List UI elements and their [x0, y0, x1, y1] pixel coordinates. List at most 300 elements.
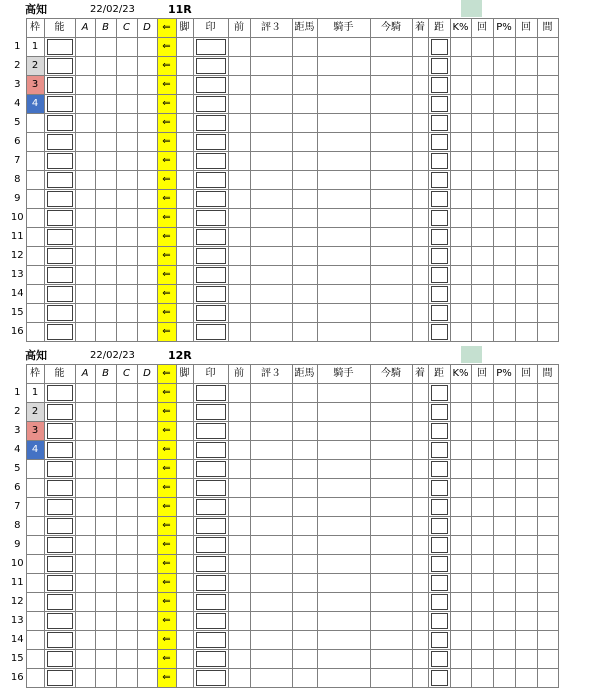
data-cell[interactable] [250, 228, 292, 247]
data-cell[interactable] [537, 422, 558, 441]
data-cell[interactable] [515, 285, 537, 304]
data-cell[interactable] [75, 612, 95, 631]
data-cell[interactable] [116, 669, 137, 688]
data-cell[interactable] [250, 247, 292, 266]
data-cell[interactable] [412, 517, 428, 536]
input-box[interactable] [196, 115, 226, 131]
data-cell[interactable] [292, 650, 317, 669]
input-box[interactable] [431, 518, 448, 534]
data-cell[interactable] [493, 612, 515, 631]
data-cell[interactable] [75, 574, 95, 593]
data-cell[interactable] [75, 460, 95, 479]
data-cell[interactable] [116, 152, 137, 171]
gate-cell[interactable] [26, 593, 44, 612]
data-cell[interactable] [515, 403, 537, 422]
data-cell[interactable] [116, 479, 137, 498]
data-cell[interactable] [95, 631, 116, 650]
data-cell[interactable] [176, 171, 193, 190]
data-cell[interactable] [515, 384, 537, 403]
data-cell[interactable] [537, 593, 558, 612]
data-cell[interactable] [75, 133, 95, 152]
input-box-cell[interactable] [428, 38, 450, 57]
data-cell[interactable] [95, 228, 116, 247]
data-cell[interactable] [537, 228, 558, 247]
input-box[interactable] [431, 58, 448, 74]
data-cell[interactable] [176, 403, 193, 422]
gate-cell[interactable]: 3 [26, 76, 44, 95]
data-cell[interactable] [493, 209, 515, 228]
data-cell[interactable] [412, 574, 428, 593]
data-cell[interactable] [450, 323, 471, 342]
data-cell[interactable] [116, 650, 137, 669]
data-cell[interactable] [515, 247, 537, 266]
data-cell[interactable] [537, 669, 558, 688]
input-box[interactable] [196, 632, 226, 648]
data-cell[interactable] [116, 460, 137, 479]
data-cell[interactable] [137, 190, 157, 209]
data-cell[interactable] [75, 403, 95, 422]
data-cell[interactable] [471, 76, 493, 95]
data-cell[interactable] [317, 536, 370, 555]
input-box-cell[interactable] [193, 323, 228, 342]
data-cell[interactable] [537, 247, 558, 266]
data-cell[interactable] [137, 384, 157, 403]
input-box-cell[interactable] [428, 190, 450, 209]
data-cell[interactable] [515, 574, 537, 593]
input-box-cell[interactable] [193, 669, 228, 688]
data-cell[interactable] [515, 479, 537, 498]
data-cell[interactable] [370, 285, 412, 304]
input-box[interactable] [431, 670, 448, 686]
data-cell[interactable] [95, 266, 116, 285]
data-cell[interactable] [250, 95, 292, 114]
data-cell[interactable] [471, 612, 493, 631]
data-cell[interactable] [471, 152, 493, 171]
data-cell[interactable] [370, 266, 412, 285]
data-cell[interactable] [75, 384, 95, 403]
data-cell[interactable] [95, 190, 116, 209]
data-cell[interactable] [95, 536, 116, 555]
data-cell[interactable] [317, 479, 370, 498]
data-cell[interactable] [317, 114, 370, 133]
input-box-cell[interactable] [44, 555, 75, 574]
data-cell[interactable] [471, 555, 493, 574]
gate-cell[interactable] [26, 669, 44, 688]
data-cell[interactable] [370, 247, 412, 266]
data-cell[interactable] [95, 441, 116, 460]
input-box-cell[interactable] [193, 209, 228, 228]
data-cell[interactable] [95, 38, 116, 57]
input-box-cell[interactable] [44, 133, 75, 152]
data-cell[interactable] [95, 384, 116, 403]
data-cell[interactable] [317, 228, 370, 247]
data-cell[interactable] [176, 555, 193, 574]
input-box-cell[interactable] [44, 631, 75, 650]
data-cell[interactable] [370, 114, 412, 133]
data-cell[interactable] [537, 574, 558, 593]
input-box-cell[interactable] [193, 403, 228, 422]
data-cell[interactable] [537, 209, 558, 228]
data-cell[interactable] [292, 285, 317, 304]
input-box[interactable] [196, 210, 226, 226]
input-box-cell[interactable] [428, 171, 450, 190]
gate-cell[interactable]: 3 [26, 422, 44, 441]
data-cell[interactable] [471, 479, 493, 498]
data-cell[interactable] [95, 133, 116, 152]
data-cell[interactable] [471, 574, 493, 593]
data-cell[interactable] [116, 631, 137, 650]
data-cell[interactable] [292, 152, 317, 171]
data-cell[interactable] [412, 266, 428, 285]
data-cell[interactable] [450, 612, 471, 631]
data-cell[interactable] [471, 403, 493, 422]
data-cell[interactable] [412, 593, 428, 612]
data-cell[interactable] [137, 479, 157, 498]
data-cell[interactable] [137, 403, 157, 422]
data-cell[interactable] [75, 57, 95, 76]
input-box-cell[interactable] [428, 479, 450, 498]
data-cell[interactable] [412, 403, 428, 422]
input-box[interactable] [196, 480, 226, 496]
input-box-cell[interactable] [44, 171, 75, 190]
data-cell[interactable] [228, 95, 250, 114]
data-cell[interactable] [450, 555, 471, 574]
input-box[interactable] [431, 39, 448, 55]
data-cell[interactable] [317, 209, 370, 228]
input-box-cell[interactable] [428, 574, 450, 593]
input-box-cell[interactable] [44, 228, 75, 247]
data-cell[interactable] [250, 650, 292, 669]
data-cell[interactable] [75, 555, 95, 574]
input-box[interactable] [431, 172, 448, 188]
gate-cell[interactable] [26, 247, 44, 266]
data-cell[interactable] [292, 209, 317, 228]
data-cell[interactable] [537, 536, 558, 555]
data-cell[interactable] [95, 460, 116, 479]
data-cell[interactable] [292, 57, 317, 76]
input-box[interactable] [196, 651, 226, 667]
data-cell[interactable] [250, 574, 292, 593]
data-cell[interactable] [250, 498, 292, 517]
data-cell[interactable] [95, 304, 116, 323]
data-cell[interactable] [471, 593, 493, 612]
data-cell[interactable] [292, 517, 317, 536]
data-cell[interactable] [471, 498, 493, 517]
data-cell[interactable] [137, 555, 157, 574]
data-cell[interactable] [228, 669, 250, 688]
input-box[interactable] [47, 423, 73, 439]
data-cell[interactable] [176, 133, 193, 152]
input-box-cell[interactable] [44, 536, 75, 555]
data-cell[interactable] [292, 460, 317, 479]
input-box-cell[interactable] [44, 574, 75, 593]
data-cell[interactable] [450, 114, 471, 133]
data-cell[interactable] [176, 209, 193, 228]
data-cell[interactable] [116, 323, 137, 342]
data-cell[interactable] [471, 57, 493, 76]
data-cell[interactable] [228, 114, 250, 133]
data-cell[interactable] [471, 190, 493, 209]
gate-cell[interactable] [26, 323, 44, 342]
data-cell[interactable] [228, 57, 250, 76]
input-box-cell[interactable] [193, 304, 228, 323]
data-cell[interactable] [95, 209, 116, 228]
gate-cell[interactable] [26, 114, 44, 133]
input-box-cell[interactable] [44, 441, 75, 460]
input-box[interactable] [431, 575, 448, 591]
input-box-cell[interactable] [428, 323, 450, 342]
data-cell[interactable] [116, 133, 137, 152]
data-cell[interactable] [450, 190, 471, 209]
data-cell[interactable] [515, 228, 537, 247]
data-cell[interactable] [537, 441, 558, 460]
data-cell[interactable] [95, 593, 116, 612]
data-cell[interactable] [450, 171, 471, 190]
data-cell[interactable] [317, 285, 370, 304]
data-cell[interactable] [116, 422, 137, 441]
data-cell[interactable] [250, 517, 292, 536]
data-cell[interactable] [75, 114, 95, 133]
gate-cell[interactable]: 2 [26, 403, 44, 422]
data-cell[interactable] [317, 631, 370, 650]
input-box[interactable] [431, 248, 448, 264]
data-cell[interactable] [250, 76, 292, 95]
data-cell[interactable] [370, 38, 412, 57]
data-cell[interactable] [137, 441, 157, 460]
input-box-cell[interactable] [428, 517, 450, 536]
data-cell[interactable] [137, 460, 157, 479]
data-cell[interactable] [412, 285, 428, 304]
data-cell[interactable] [471, 384, 493, 403]
data-cell[interactable] [493, 479, 515, 498]
data-cell[interactable] [317, 266, 370, 285]
data-cell[interactable] [116, 612, 137, 631]
input-box-cell[interactable] [193, 498, 228, 517]
data-cell[interactable] [137, 133, 157, 152]
data-cell[interactable] [95, 650, 116, 669]
input-box-cell[interactable] [44, 669, 75, 688]
input-box-cell[interactable] [428, 114, 450, 133]
data-cell[interactable] [450, 95, 471, 114]
input-box[interactable] [431, 305, 448, 321]
data-cell[interactable] [137, 304, 157, 323]
data-cell[interactable] [228, 612, 250, 631]
input-box-cell[interactable] [44, 498, 75, 517]
data-cell[interactable] [137, 536, 157, 555]
data-cell[interactable] [137, 114, 157, 133]
data-cell[interactable] [228, 593, 250, 612]
data-cell[interactable] [292, 612, 317, 631]
input-box[interactable] [47, 172, 73, 188]
data-cell[interactable] [412, 304, 428, 323]
input-box[interactable] [47, 613, 73, 629]
data-cell[interactable] [471, 247, 493, 266]
data-cell[interactable] [493, 76, 515, 95]
gate-cell[interactable] [26, 612, 44, 631]
data-cell[interactable] [493, 285, 515, 304]
data-cell[interactable] [95, 479, 116, 498]
data-cell[interactable] [370, 133, 412, 152]
data-cell[interactable] [537, 95, 558, 114]
data-cell[interactable] [292, 631, 317, 650]
data-cell[interactable] [317, 498, 370, 517]
input-box-cell[interactable] [193, 38, 228, 57]
data-cell[interactable] [250, 384, 292, 403]
data-cell[interactable] [370, 384, 412, 403]
data-cell[interactable] [250, 555, 292, 574]
gate-cell[interactable] [26, 285, 44, 304]
input-box[interactable] [196, 461, 226, 477]
input-box[interactable] [431, 77, 448, 93]
data-cell[interactable] [292, 190, 317, 209]
input-box-cell[interactable] [193, 171, 228, 190]
data-cell[interactable] [412, 555, 428, 574]
data-cell[interactable] [515, 38, 537, 57]
data-cell[interactable] [176, 479, 193, 498]
input-box-cell[interactable] [193, 536, 228, 555]
data-cell[interactable] [228, 304, 250, 323]
data-cell[interactable] [228, 536, 250, 555]
gate-cell[interactable]: 4 [26, 441, 44, 460]
data-cell[interactable] [450, 574, 471, 593]
data-cell[interactable] [471, 460, 493, 479]
gate-cell[interactable] [26, 266, 44, 285]
input-box[interactable] [196, 286, 226, 302]
data-cell[interactable] [450, 228, 471, 247]
data-cell[interactable] [292, 304, 317, 323]
data-cell[interactable] [537, 403, 558, 422]
input-box[interactable] [47, 575, 73, 591]
input-box[interactable] [196, 96, 226, 112]
data-cell[interactable] [176, 247, 193, 266]
data-cell[interactable] [493, 247, 515, 266]
input-box[interactable] [196, 305, 226, 321]
data-cell[interactable] [137, 498, 157, 517]
input-box-cell[interactable] [193, 95, 228, 114]
input-box-cell[interactable] [428, 498, 450, 517]
data-cell[interactable] [471, 209, 493, 228]
input-box[interactable] [431, 556, 448, 572]
input-box-cell[interactable] [44, 384, 75, 403]
input-box-cell[interactable] [193, 228, 228, 247]
data-cell[interactable] [292, 133, 317, 152]
data-cell[interactable] [370, 57, 412, 76]
data-cell[interactable] [292, 114, 317, 133]
data-cell[interactable] [75, 285, 95, 304]
input-box-cell[interactable] [193, 441, 228, 460]
data-cell[interactable] [116, 384, 137, 403]
data-cell[interactable] [176, 536, 193, 555]
input-box[interactable] [47, 115, 73, 131]
data-cell[interactable] [537, 285, 558, 304]
data-cell[interactable] [176, 384, 193, 403]
input-box[interactable] [47, 229, 73, 245]
data-cell[interactable] [228, 460, 250, 479]
data-cell[interactable] [450, 152, 471, 171]
data-cell[interactable] [537, 76, 558, 95]
data-cell[interactable] [292, 171, 317, 190]
input-box[interactable] [431, 651, 448, 667]
data-cell[interactable] [228, 650, 250, 669]
input-box-cell[interactable] [44, 304, 75, 323]
data-cell[interactable] [137, 669, 157, 688]
data-cell[interactable] [75, 323, 95, 342]
data-cell[interactable] [317, 95, 370, 114]
gate-cell[interactable] [26, 498, 44, 517]
input-box[interactable] [47, 134, 73, 150]
input-box-cell[interactable] [44, 593, 75, 612]
input-box[interactable] [431, 632, 448, 648]
gate-cell[interactable] [26, 479, 44, 498]
data-cell[interactable] [95, 498, 116, 517]
data-cell[interactable] [515, 517, 537, 536]
data-cell[interactable] [471, 114, 493, 133]
input-box-cell[interactable] [193, 133, 228, 152]
data-cell[interactable] [471, 650, 493, 669]
data-cell[interactable] [317, 323, 370, 342]
data-cell[interactable] [450, 38, 471, 57]
data-cell[interactable] [450, 422, 471, 441]
data-cell[interactable] [515, 669, 537, 688]
data-cell[interactable] [317, 152, 370, 171]
data-cell[interactable] [75, 669, 95, 688]
data-cell[interactable] [292, 593, 317, 612]
data-cell[interactable] [95, 247, 116, 266]
data-cell[interactable] [176, 95, 193, 114]
data-cell[interactable] [450, 498, 471, 517]
input-box-cell[interactable] [44, 57, 75, 76]
data-cell[interactable] [515, 95, 537, 114]
data-cell[interactable] [75, 171, 95, 190]
gate-cell[interactable]: 4 [26, 95, 44, 114]
data-cell[interactable] [176, 38, 193, 57]
input-box[interactable] [431, 286, 448, 302]
gate-cell[interactable] [26, 152, 44, 171]
data-cell[interactable] [176, 323, 193, 342]
input-box-cell[interactable] [44, 403, 75, 422]
data-cell[interactable] [317, 403, 370, 422]
data-cell[interactable] [317, 57, 370, 76]
data-cell[interactable] [228, 403, 250, 422]
data-cell[interactable] [412, 479, 428, 498]
data-cell[interactable] [116, 38, 137, 57]
data-cell[interactable] [515, 190, 537, 209]
data-cell[interactable] [412, 57, 428, 76]
input-box-cell[interactable] [428, 209, 450, 228]
data-cell[interactable] [228, 228, 250, 247]
input-box[interactable] [47, 594, 73, 610]
input-box[interactable] [47, 77, 73, 93]
data-cell[interactable] [75, 631, 95, 650]
data-cell[interactable] [116, 517, 137, 536]
data-cell[interactable] [228, 517, 250, 536]
data-cell[interactable] [228, 285, 250, 304]
input-box[interactable] [196, 423, 226, 439]
data-cell[interactable] [317, 190, 370, 209]
data-cell[interactable] [250, 422, 292, 441]
data-cell[interactable] [95, 555, 116, 574]
data-cell[interactable] [515, 304, 537, 323]
data-cell[interactable] [116, 498, 137, 517]
input-box-cell[interactable] [428, 555, 450, 574]
data-cell[interactable] [493, 171, 515, 190]
data-cell[interactable] [95, 574, 116, 593]
input-box-cell[interactable] [428, 384, 450, 403]
data-cell[interactable] [116, 171, 137, 190]
data-cell[interactable] [137, 76, 157, 95]
input-box[interactable] [196, 191, 226, 207]
data-cell[interactable] [493, 38, 515, 57]
